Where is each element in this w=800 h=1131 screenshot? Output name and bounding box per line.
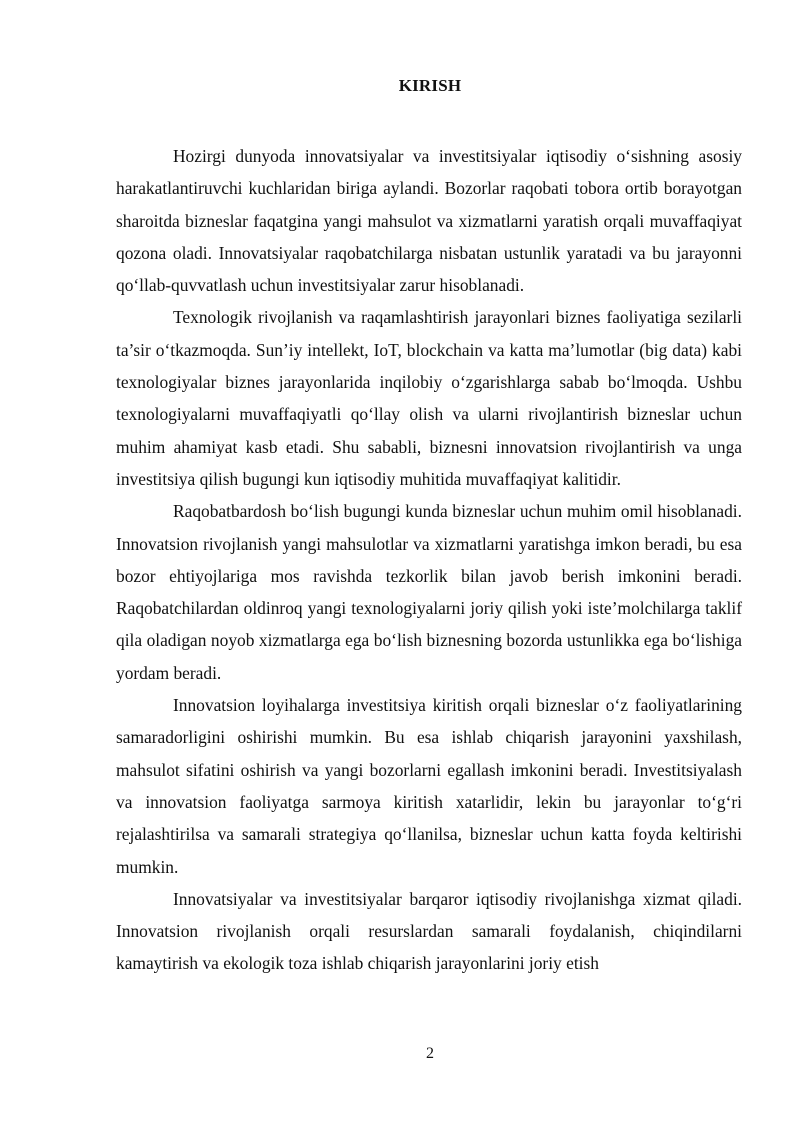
page-number: 2 [426, 1045, 434, 1062]
page-title: KIRISH [398, 76, 462, 95]
paragraph-4: Innovatsion loyihalarga investitsiya kiritish orqali bizneslar o‘z faoliyatlarining samaradorligini oshirishi mumkin. Bu esa ishlab chiqarish jarayonini yaxshilash, mahsulot sifatini oshirish va yangi bozorlarni egallash imkonini beradi. Investitsiyalash va innovatsion faoliyatga sarmoya kiritish xatarlidir, lekin bu jarayonlar to‘g‘ri rejalashtirilsa va samarali strategiya qo‘llanilsa, bizneslar uchun katta foyda keltirishi mumkin. [116, 695, 742, 877]
body-text [116, 140, 742, 980]
paragraph-2: Texnologik rivojlanish va raqamlashtirish jarayonlari biznes faoliyatiga sezilarli ta’sir o‘tkazmoqda. Sun’iy intellekt, IoT, blockchain va katta ma’lumotlar (big data) kabi texnologiyalar biznes jarayonlarida inqilobiy o‘zgarishlarga sabab bo‘lmoqda. Ushbu texnologiyalarni muvaffaqiyatli qo‘llay olish va ularni rivojlantirish bizneslar uchun muhim ahamiyat kasb etadi. Shu sababli, biznesni innovatsion rivojlantirish va unga investitsiya qilish bugungi kun iqtisodiy muhitida muvaffaqiyat kalitidir. [116, 307, 742, 489]
paragraph-5: Innovatsiyalar va investitsiyalar barqaror iqtisodiy rivojlanishga xizmat qiladi. Innovatsion rivojlanish orqali resurslardan samarali foydalanish, chiqindilarni kamaytirish va ekologik toza ishlab chiqarish jarayonlarini joriy etish [116, 888, 742, 974]
paragraph-1: Hozirgi dunyoda innovatsiyalar va investitsiyalar iqtisodiy o‘sishning asosiy harakatlantiruvchi kuchlaridan biriga aylandi. Bozorlar raqobati tobora ortib borayotgan sharoitda bizneslar faqatgina yangi mahsulot va xizmatlarni yaratish orqali muvaffaqiyat qozona oladi. Innovatsiyalar raqobatchilarga nisbatan ustunlik yaratadi va bu jarayonni qo‘llab-quvvatlash uchun investitsiyalar zarur hisoblanadi. [116, 146, 742, 296]
paragraph-3: Raqobatbardosh bo‘lish bugungi kunda bizneslar uchun muhim omil hisoblanadi. Innovatsion rivojlanish yangi mahsulotlar va xizmatlarni yaratishga imkon beradi, bu esa bozor ehtiyojlariga mos ravishda tezkorlik bilan javob berish imkonini beradi. Raqobatchilardan oldinroq yangi texnologiyalarni joriy qilish yoki iste’molchilarga taklif qila oladigan noyob xizmatlarga ega bo‘lish biznesning bozorda ustunlikka ega bo‘lishiga yordam beradi. [116, 501, 742, 683]
